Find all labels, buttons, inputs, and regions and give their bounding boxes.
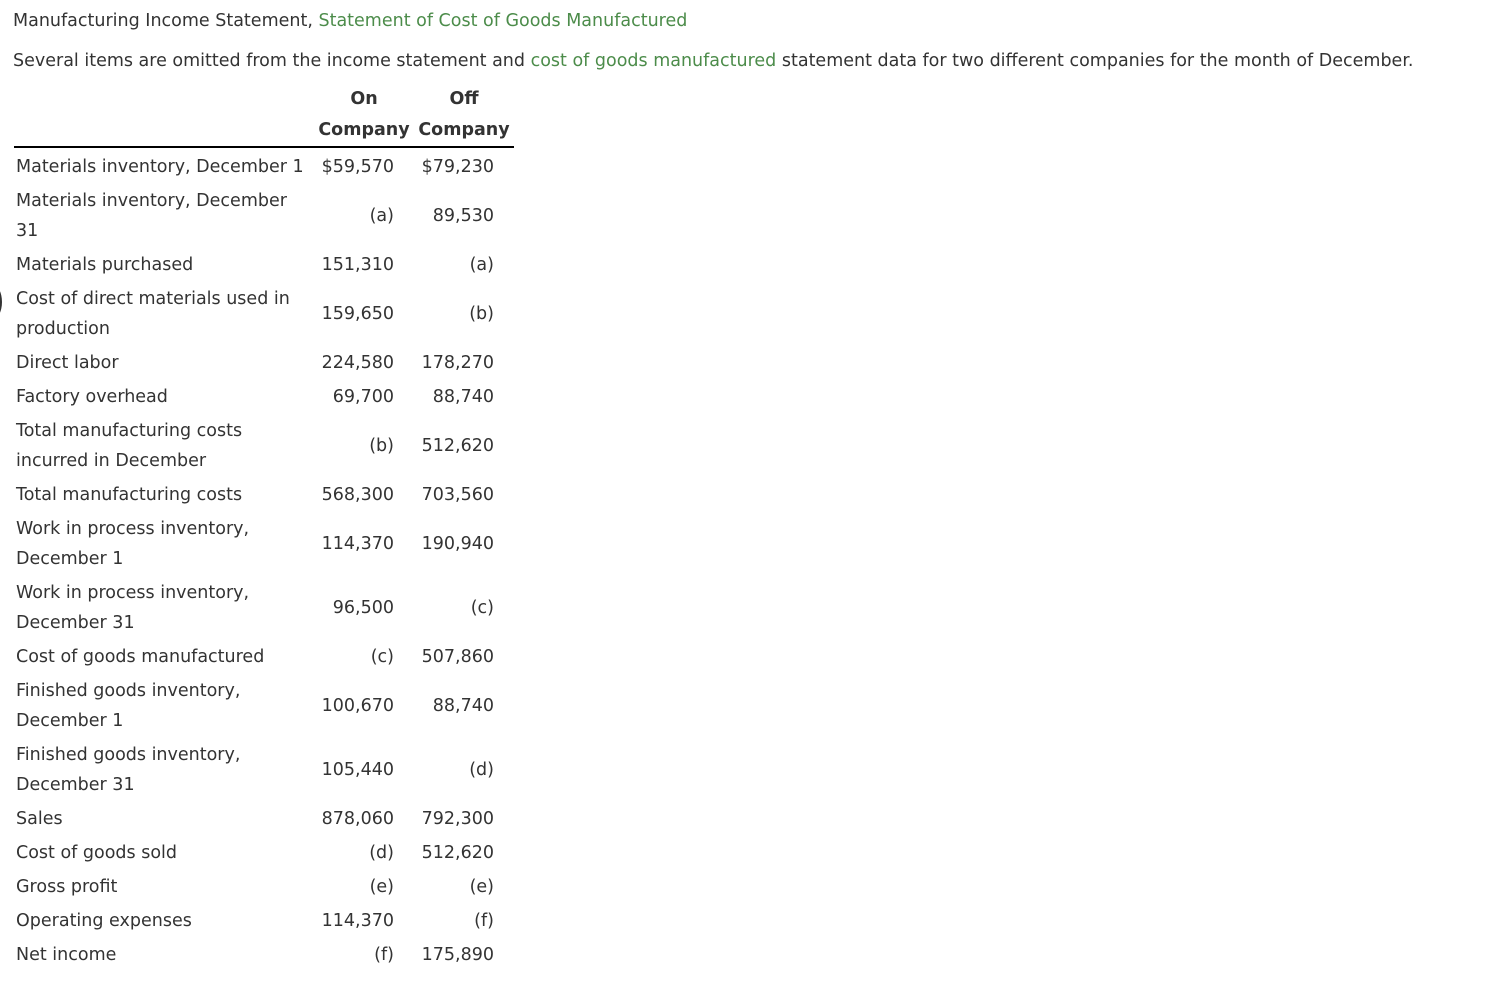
table-row bbox=[14, 938, 514, 972]
header-row-2 bbox=[14, 115, 514, 147]
intro-link[interactable]: cost of goods manufactured bbox=[530, 51, 777, 71]
table-body bbox=[14, 147, 514, 972]
table-row bbox=[14, 147, 514, 184]
edge-circle-icon bbox=[0, 285, 2, 319]
title-prefix: Manufacturing Income Statement, bbox=[13, 11, 319, 31]
table-row bbox=[14, 380, 514, 414]
row-on-value: (c) bbox=[370, 647, 394, 667]
row-label: Sales bbox=[16, 809, 63, 829]
row-label: Operating expenses bbox=[16, 911, 192, 931]
row-label: Cost of goods manufactured bbox=[16, 647, 265, 667]
row-label: Work in process inventory, December 1 bbox=[16, 519, 250, 569]
intro-part1: Several items are omitted from the income statement and bbox=[13, 51, 531, 71]
header-on-line2: Company bbox=[314, 115, 414, 147]
header-row-1 bbox=[14, 84, 514, 115]
intro-text bbox=[13, 50, 1413, 72]
table-row bbox=[14, 282, 514, 346]
row-label: Net income bbox=[16, 945, 117, 965]
row-on-value: 114,370 bbox=[321, 911, 394, 931]
row-label: Cost of goods sold bbox=[16, 843, 178, 863]
table-row bbox=[14, 738, 514, 802]
row-off-value: (b) bbox=[469, 304, 494, 324]
row-label: Factory overhead bbox=[16, 387, 168, 407]
title-link[interactable]: Statement of Cost of Goods Manufactured bbox=[318, 11, 688, 31]
row-off-value: 507,860 bbox=[421, 647, 494, 667]
row-on-value: 69,700 bbox=[332, 387, 394, 407]
table-row bbox=[14, 802, 514, 836]
row-off-value: 792,300 bbox=[421, 809, 494, 829]
row-label: Work in process inventory, December 31 bbox=[16, 583, 250, 633]
row-on-value: 878,060 bbox=[321, 809, 394, 829]
row-label: Direct labor bbox=[16, 353, 119, 373]
row-label: Finished goods inventory, December 1 bbox=[16, 681, 241, 731]
row-off-value: 178,270 bbox=[421, 353, 494, 373]
table-row bbox=[14, 870, 514, 904]
row-off-value: (a) bbox=[469, 255, 494, 275]
row-label: Total manufacturing costs incurred in December bbox=[16, 421, 243, 471]
row-off-value: (f) bbox=[474, 911, 494, 931]
row-on-value: 105,440 bbox=[321, 760, 394, 780]
row-label: Gross profit bbox=[16, 877, 118, 897]
row-off-value: 190,940 bbox=[421, 534, 494, 554]
row-off-value: (e) bbox=[469, 877, 494, 897]
row-on-value: 114,370 bbox=[321, 534, 394, 554]
row-off-value: 88,740 bbox=[432, 696, 494, 716]
data-table bbox=[14, 84, 514, 972]
row-on-value: 224,580 bbox=[321, 353, 394, 373]
table-row bbox=[14, 512, 514, 576]
table-row bbox=[14, 674, 514, 738]
row-off-value: 512,620 bbox=[421, 436, 494, 456]
table-row bbox=[14, 576, 514, 640]
table-row bbox=[14, 414, 514, 478]
table-row bbox=[14, 836, 514, 870]
row-on-value: 568,300 bbox=[321, 485, 394, 505]
row-on-value: (d) bbox=[369, 843, 394, 863]
row-off-value: 175,890 bbox=[421, 945, 494, 965]
page-title bbox=[13, 10, 687, 32]
header-off-line2: Company bbox=[414, 115, 514, 147]
header-label-spacer-2 bbox=[14, 115, 314, 147]
row-on-value: (b) bbox=[369, 436, 394, 456]
table-row bbox=[14, 346, 514, 380]
row-on-value: 100,670 bbox=[321, 696, 394, 716]
row-on-value: 96,500 bbox=[332, 598, 394, 618]
row-on-value: (e) bbox=[369, 877, 394, 897]
row-off-value: 512,620 bbox=[421, 843, 494, 863]
row-off-value: $79,230 bbox=[421, 157, 494, 177]
row-off-value: (c) bbox=[470, 598, 494, 618]
row-on-value: (a) bbox=[369, 206, 394, 226]
intro-part2: statement data for two different companies for the month of December. bbox=[776, 51, 1414, 71]
table-row bbox=[14, 478, 514, 512]
row-label: Total manufacturing costs bbox=[16, 485, 243, 505]
row-label: Materials inventory, December 1 bbox=[16, 157, 304, 177]
table-row bbox=[14, 904, 514, 938]
header-on-line1: On bbox=[350, 89, 378, 109]
row-on-value: 159,650 bbox=[321, 304, 394, 324]
table-row bbox=[14, 184, 514, 248]
row-off-value: 89,530 bbox=[432, 206, 494, 226]
table-row bbox=[14, 640, 514, 674]
row-on-value: (f) bbox=[374, 945, 394, 965]
row-on-value: $59,570 bbox=[321, 157, 394, 177]
row-label: Cost of direct materials used in production bbox=[16, 289, 290, 339]
row-off-value: 88,740 bbox=[432, 387, 494, 407]
row-label: Finished goods inventory, December 31 bbox=[16, 745, 241, 795]
table-row bbox=[14, 248, 514, 282]
row-off-value: (d) bbox=[469, 760, 494, 780]
row-off-value: 703,560 bbox=[421, 485, 494, 505]
row-label: Materials purchased bbox=[16, 255, 194, 275]
header-label-spacer bbox=[14, 84, 314, 115]
header-off-line1: Off bbox=[449, 89, 479, 109]
row-label: Materials inventory, December 31 bbox=[16, 191, 287, 241]
row-on-value: 151,310 bbox=[321, 255, 394, 275]
